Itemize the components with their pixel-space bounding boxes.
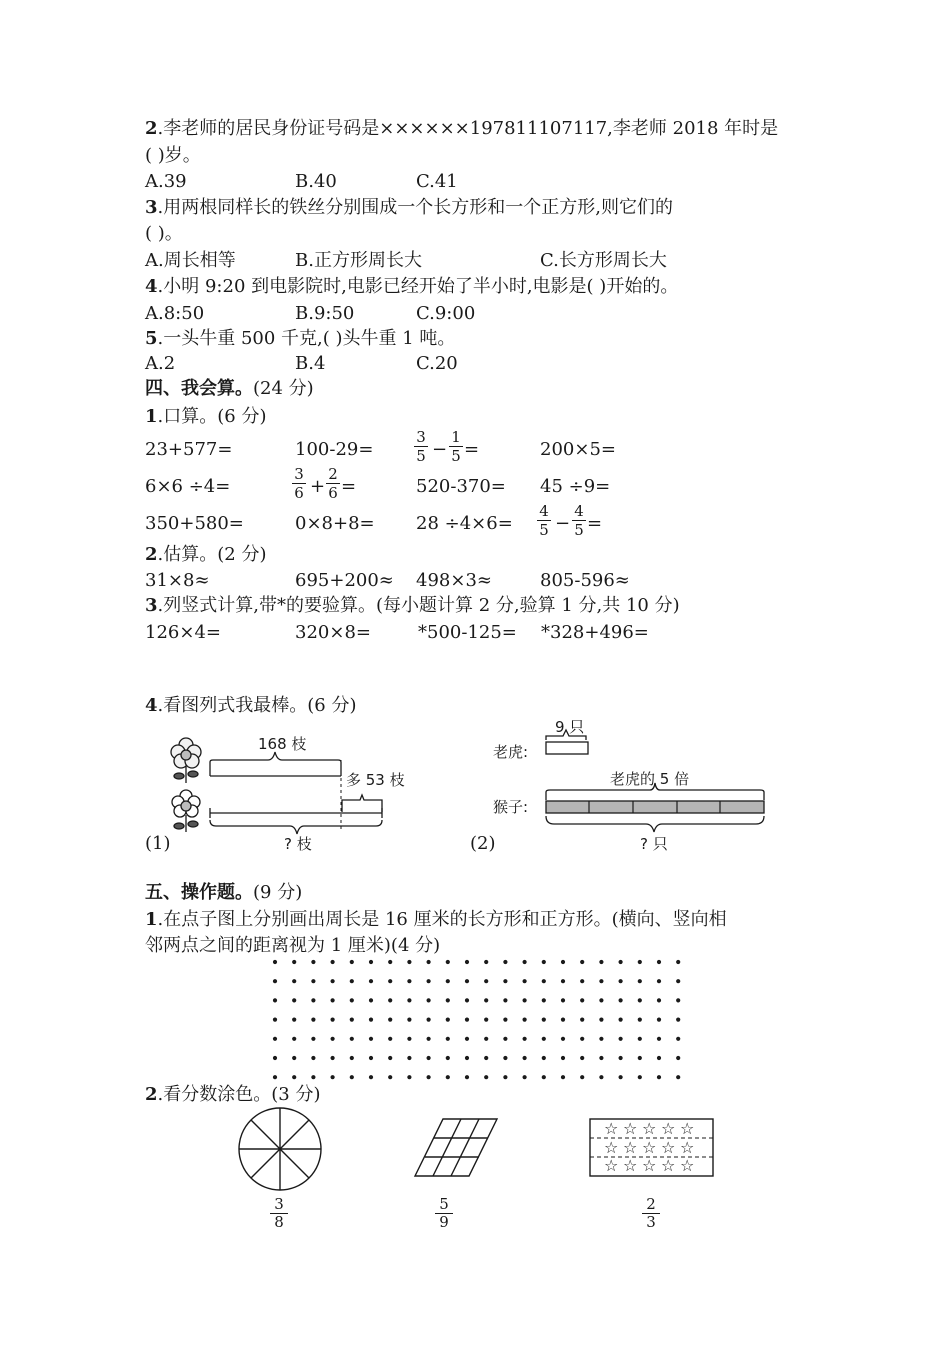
oral-calc-item: 520-370= bbox=[416, 476, 506, 497]
option-c: C.9:00 bbox=[416, 303, 476, 324]
option-c: C.长方形周长大 bbox=[540, 250, 667, 271]
figure-2-label: (2) bbox=[470, 833, 496, 854]
oral-calc-item: 100-29= bbox=[295, 439, 374, 460]
monkey-label: 猴子: bbox=[493, 798, 529, 816]
option-a: A.39 bbox=[145, 171, 187, 192]
star-icon[interactable]: ☆ bbox=[642, 1156, 657, 1175]
oral-calc-item: 0×8+8= bbox=[295, 513, 375, 534]
star-icon[interactable]: ☆ bbox=[680, 1137, 695, 1157]
question-5-stem: 5.一头牛重 500 千克,( )头牛重 1 吨。 bbox=[145, 328, 456, 349]
option-a: A.2 bbox=[145, 353, 176, 374]
calc-1-title: 1.口算。(6 分) bbox=[145, 406, 267, 427]
star-icon[interactable]: ☆ bbox=[642, 1119, 657, 1138]
star-icon[interactable]: ☆ bbox=[661, 1137, 676, 1157]
op-1-line-2: 邻两点之间的距离视为 1 厘米)(4 分) bbox=[145, 935, 441, 956]
op-1-line-1: 1.在点子图上分别画出周长是 16 厘米的长方形和正方形。(横向、竖向相 bbox=[145, 909, 727, 930]
star-icon[interactable]: ☆ bbox=[661, 1156, 676, 1175]
question-2-blank: ( )岁。 bbox=[145, 145, 201, 166]
option-b: B.正方形周长大 bbox=[295, 250, 422, 271]
fraction-label: 2 3 bbox=[642, 1197, 660, 1230]
star-icon[interactable]: ☆ bbox=[604, 1137, 619, 1157]
section-5-heading: 五、操作题。(9 分) bbox=[145, 882, 303, 903]
star-icon[interactable]: ☆ bbox=[642, 1137, 657, 1157]
oral-calc-item: 200×5= bbox=[540, 439, 616, 460]
op-2-title: 2.看分数涂色。(3 分) bbox=[145, 1084, 321, 1105]
times-label: 老虎的 5 倍 bbox=[610, 770, 690, 788]
difference-label: 多 53 枝 bbox=[346, 771, 405, 789]
oral-calc-item: 28 ÷4×6= bbox=[416, 513, 513, 534]
option-b: B.40 bbox=[295, 171, 337, 192]
oral-calc-item: 6×6 ÷4= bbox=[145, 476, 231, 497]
option-a: A.8:50 bbox=[145, 303, 205, 324]
question-3-stem: 3.用两根同样长的铁丝分别围成一个长方形和一个正方形,则它们的 bbox=[145, 197, 673, 218]
section-4-heading: 四、我会算。(24 分) bbox=[145, 378, 314, 399]
option-b: B.9:50 bbox=[295, 303, 355, 324]
circle-eighths[interactable] bbox=[239, 1108, 321, 1190]
calc-2-title: 2.估算。(2 分) bbox=[145, 544, 267, 565]
tiger-label: 老虎: bbox=[493, 743, 529, 761]
star-icon[interactable]: ☆ bbox=[604, 1156, 619, 1175]
vertical-calc-item: 126×4= bbox=[145, 622, 221, 643]
vertical-calc-item: 320×8= bbox=[295, 622, 371, 643]
star-icon[interactable]: ☆ bbox=[661, 1119, 676, 1138]
option-c: C.41 bbox=[416, 171, 458, 192]
vertical-calc-item: *500-125= bbox=[418, 622, 517, 643]
question-2-stem: 2.李老师的居民身份证号码是××××××197811107117,李老师 2018 年时是 bbox=[145, 118, 779, 139]
oral-calc-item: 23+577= bbox=[145, 439, 233, 460]
option-b: B.4 bbox=[295, 353, 326, 374]
star-icon[interactable]: ☆ bbox=[680, 1156, 695, 1175]
option-a: A.周长相等 bbox=[145, 250, 236, 271]
star-icon[interactable]: ☆ bbox=[623, 1119, 638, 1138]
question-4-stem: 4.小明 9:20 到电影院时,电影已经开始了半小时,电影是( )开始的。 bbox=[145, 276, 679, 297]
star-icon[interactable]: ☆ bbox=[680, 1119, 695, 1138]
option-c: C.20 bbox=[416, 353, 458, 374]
unknown-label: ? 只 bbox=[640, 835, 668, 853]
estimate-item: 498×3≈ bbox=[416, 570, 492, 591]
fraction-label: 5 9 bbox=[435, 1197, 453, 1230]
vertical-calc-item: *328+496= bbox=[541, 622, 649, 643]
oral-calc-item: 350+580= bbox=[145, 513, 244, 534]
calc-3-title: 3.列竖式计算,带*的要验算。(每小题计算 2 分,验算 1 分,共 10 分) bbox=[145, 595, 680, 616]
calc-4-title: 4.看图列式我最棒。(6 分) bbox=[145, 695, 357, 716]
oral-calc-item: 45 ÷9= bbox=[540, 476, 611, 497]
fraction-label: 3 8 bbox=[270, 1197, 288, 1230]
tiger-count-label: 9 只 bbox=[555, 718, 585, 736]
parallelogram-grid[interactable] bbox=[415, 1119, 497, 1176]
estimate-item: 695+200≈ bbox=[295, 570, 394, 591]
estimate-item: 31×8≈ bbox=[145, 570, 210, 591]
unknown-label: ? 枝 bbox=[284, 835, 312, 853]
star-icon[interactable]: ☆ bbox=[623, 1137, 638, 1157]
star-icon[interactable]: ☆ bbox=[604, 1119, 619, 1138]
total-label: 168 枝 bbox=[258, 735, 307, 753]
star-icon[interactable]: ☆ bbox=[623, 1156, 638, 1175]
estimate-item: 805-596≈ bbox=[540, 570, 630, 591]
question-3-blank: ( )。 bbox=[145, 223, 183, 244]
figure-1-label: (1) bbox=[145, 833, 171, 854]
